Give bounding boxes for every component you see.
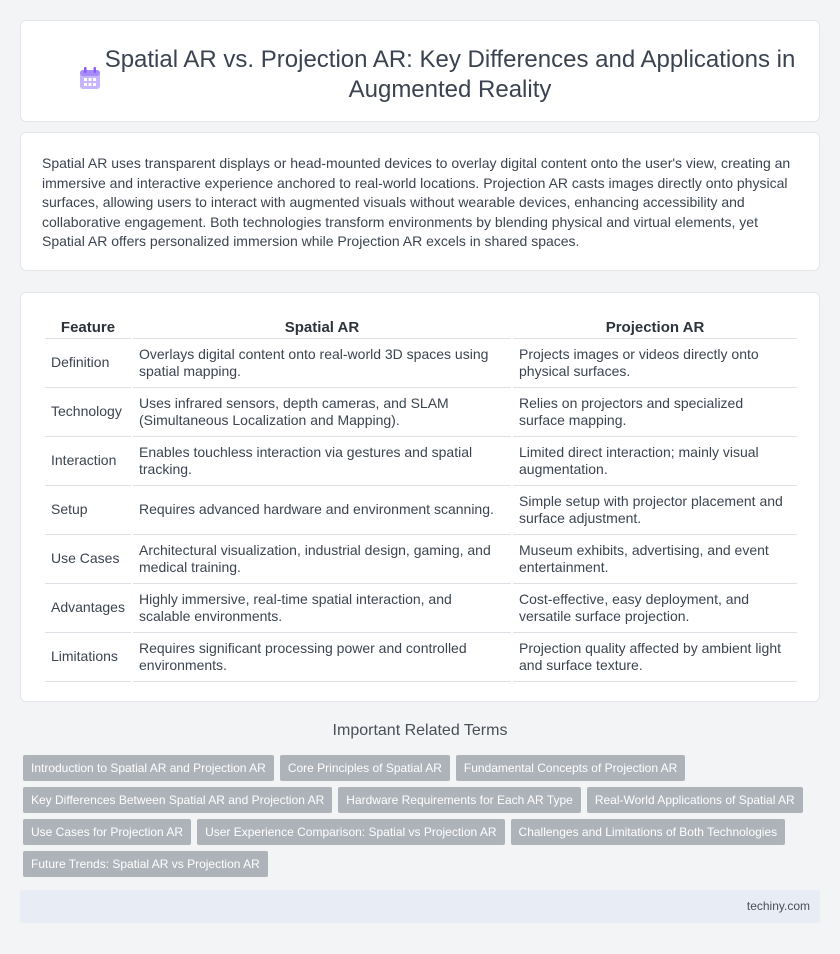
comparison-card <box>20 292 820 702</box>
header-feature: Feature <box>45 315 131 339</box>
projection-cell: Simple setup with projector placement and surface adjustment. <box>513 486 797 535</box>
table-row <box>45 535 797 584</box>
related-term-tag[interactable]: Core Principles of Spatial AR <box>280 755 450 781</box>
spatial-cell: Overlays digital content onto real-world 3D spaces using spatial mapping. <box>133 339 511 388</box>
feature-cell: Limitations <box>45 633 131 682</box>
spatial-cell: Highly immersive, real-time spatial interaction, and scalable environments. <box>133 584 511 633</box>
table-header-row <box>45 315 797 339</box>
related-term-tag[interactable]: Fundamental Concepts of Projection AR <box>456 755 685 781</box>
related-term-tag[interactable]: User Experience Comparison: Spatial vs Projection AR <box>197 819 504 845</box>
feature-cell: Advantages <box>45 584 131 633</box>
related-term-tag[interactable]: Challenges and Limitations of Both Technologies <box>511 819 786 845</box>
projection-cell: Limited direct interaction; mainly visual augmentation. <box>513 437 797 486</box>
table-row <box>45 339 797 388</box>
related-terms-list <box>23 755 813 877</box>
projection-cell: Relies on projectors and specialized surface mapping. <box>513 388 797 437</box>
spatial-cell: Uses infrared sensors, depth cameras, and SLAM (Simultaneous Localization and Mapping). <box>133 388 511 437</box>
calendar-icon <box>79 66 101 90</box>
footer <box>20 890 820 923</box>
spatial-cell: Requires significant processing power and controlled environments. <box>133 633 511 682</box>
projection-cell: Projects images or videos directly onto physical surfaces. <box>513 339 797 388</box>
table-row <box>45 437 797 486</box>
header-projection-ar: Projection AR <box>513 315 797 339</box>
feature-cell: Use Cases <box>45 535 131 584</box>
spatial-cell: Enables touchless interaction via gestures and spatial tracking. <box>133 437 511 486</box>
table-row <box>45 584 797 633</box>
projection-cell: Cost-effective, easy deployment, and versatile surface projection. <box>513 584 797 633</box>
spatial-cell: Requires advanced hardware and environment scanning. <box>133 486 511 535</box>
table-row <box>45 486 797 535</box>
related-term-tag[interactable]: Introduction to Spatial AR and Projection AR <box>23 755 274 781</box>
comparison-table <box>43 315 799 682</box>
related-terms-heading: Important Related Terms <box>332 722 508 739</box>
feature-cell: Interaction <box>45 437 131 486</box>
title-card <box>20 20 820 122</box>
related-term-tag[interactable]: Key Differences Between Spatial AR and Projection AR <box>23 787 332 813</box>
related-term-tag[interactable]: Hardware Requirements for Each AR Type <box>338 787 581 813</box>
spatial-cell: Architectural visualization, industrial design, gaming, and medical training. <box>133 535 511 584</box>
page-title: Spatial AR vs. Projection AR: Key Differences and Applications in Augmented Reality <box>104 46 796 103</box>
footer-site-link[interactable]: techiny.com <box>746 899 810 913</box>
header-spatial-ar: Spatial AR <box>133 315 511 339</box>
table-row <box>45 388 797 437</box>
intro-card <box>20 132 820 271</box>
feature-cell: Definition <box>45 339 131 388</box>
projection-cell: Museum exhibits, advertising, and event entertainment. <box>513 535 797 584</box>
intro-paragraph: Spatial AR uses transparent displays or head-mounted devices to overlay digital content onto the user's view, creating an immersive and interactive experience anchored to real-world locations. Projection AR casts images directly onto physical surfaces, allowing users to interact with augmented visuals without wearable devices, enhancing accessibility and collaborative engagement. Both technologies transform environments by blending physical and virtual elements, yet Spatial AR offers personalized immersion while Projection AR excels in shared spaces. <box>42 155 791 250</box>
projection-cell: Projection quality affected by ambient light and surface texture. <box>513 633 797 682</box>
related-term-tag[interactable]: Real-World Applications of Spatial AR <box>587 787 803 813</box>
table-row <box>45 633 797 682</box>
feature-cell: Setup <box>45 486 131 535</box>
related-term-tag[interactable]: Use Cases for Projection AR <box>23 819 191 845</box>
related-term-tag[interactable]: Future Trends: Spatial AR vs Projection AR <box>23 851 268 877</box>
feature-cell: Technology <box>45 388 131 437</box>
